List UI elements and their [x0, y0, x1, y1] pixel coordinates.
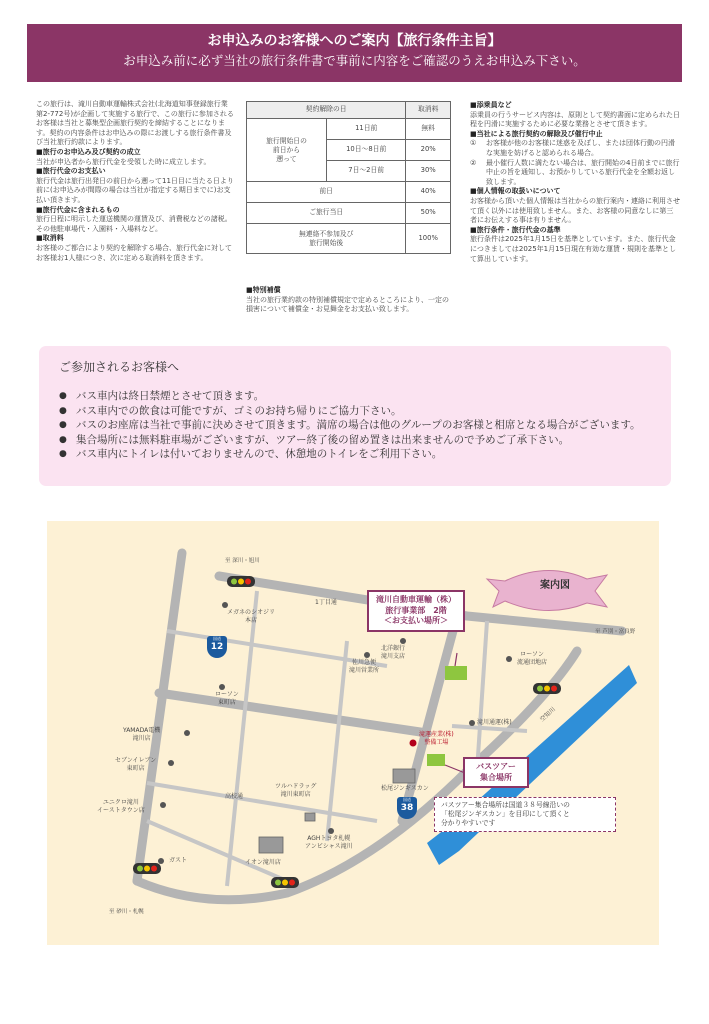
section-heading: ■特別補償	[246, 286, 281, 294]
table-cell: ご旅行当日	[247, 203, 406, 224]
section-heading: ■旅行代金のお支払い	[36, 167, 106, 176]
place-label: 滝運産業(株) 整備工場	[419, 731, 454, 746]
meeting-point-note: バスツアー集合場所は国道３８号線沿いの 「松尾ジンギスカン」を目印にして頂くと 分かりやすいです	[434, 797, 616, 832]
bullet-icon: ●	[59, 449, 67, 459]
table-cell: 50%	[406, 203, 451, 224]
section-heading: ■個人情報の取扱いについて	[470, 187, 561, 196]
section-text: 添乗員の行うサービス内容は、原則として契約書面に定められた日程を円滑に実施するために必要な業務とさせて頂きます。	[470, 110, 680, 129]
special-compensation	[246, 286, 451, 315]
section-text: 旅行日程に明示した運送機関の運賃及び、消費税などの諸税。その他駐車場代・入園料・入場料など。	[36, 215, 232, 233]
traffic-light-icon	[533, 683, 561, 694]
place-label: AGHトヨタ札幌 アンビシャス滝川	[305, 835, 353, 850]
road-label: 1丁目通	[315, 599, 337, 606]
notice-list	[59, 389, 659, 462]
meeting-point-building	[427, 754, 445, 766]
bullet-icon: ●	[59, 391, 67, 401]
table-row	[247, 119, 451, 140]
road-koryo	[159, 693, 427, 733]
terms-right-column	[470, 101, 680, 264]
bullet-icon: ●	[59, 420, 67, 430]
traffic-light-icon	[133, 863, 161, 874]
list-text: お客様が他のお客様に迷惑を及ぼし、または団体行動の円滑な実施を妨げると認められる場合。	[486, 139, 675, 157]
place-label: 佐川急便 滝川営業所	[349, 659, 380, 674]
section-text: 旅行条件は2025年1月15日を基準としています。また、旅行代金につきましては2025年1月15日現在有効な運賃・規則を基準として算出しています。	[470, 235, 677, 263]
page-title: お申込みのお客様へのご案内【旅行条件主旨】	[207, 33, 502, 49]
table-row	[247, 203, 451, 224]
table-cell: 11日前	[327, 119, 406, 140]
destination-north: 至 深川・旭川	[225, 558, 260, 564]
table-cell: 無連絡不参加及び 旅行開始後	[247, 224, 406, 254]
list-item	[59, 404, 659, 418]
place-label: ガスト	[169, 857, 188, 864]
seven-dot-icon	[168, 760, 174, 766]
participants-notice-panel	[39, 346, 671, 486]
meeting-point-callout: バスツアー 集合場所	[463, 757, 529, 788]
place-label: YAMADA電機 滝川店	[123, 727, 161, 742]
kohatsu-dot-icon	[410, 740, 417, 747]
destination-south: 至 砂川・札幌	[109, 909, 144, 915]
place-label: ローソン 流通団地店	[517, 651, 548, 666]
gust-dot-icon	[158, 858, 164, 864]
uniqlo-dot-icon	[160, 802, 166, 808]
lawson-ryutsu-dot-icon	[506, 656, 512, 662]
destination-east: 至 芦別・富良野	[595, 629, 636, 635]
list-text: 集合場所には無料駐車場がございますが、ツアー終了後の留め置きは出来ませんので予めご了承下さい。	[76, 433, 570, 446]
traffic-light-icon	[227, 576, 255, 587]
list-item	[59, 433, 659, 447]
table-cell: 100%	[406, 224, 451, 254]
list-text: バス車内での飲食は可能ですが、ゴミのお持ち帰りにご協力下さい。	[76, 404, 402, 417]
yamada-dot-icon	[184, 730, 190, 736]
route-12-badge: 国道 12	[207, 636, 227, 658]
panel-title: ご参加されるお客様へ	[59, 360, 180, 374]
table-cell: 10日〜8日前	[327, 140, 406, 161]
table-header: 契約解除の日	[247, 102, 406, 119]
section-heading: ■取消料	[36, 234, 64, 243]
header-banner	[27, 24, 682, 82]
tsuruha-building-icon	[305, 813, 315, 821]
matsuo-building-icon	[393, 769, 415, 783]
place-label: ユニクロ滝川 イーストタウン店	[97, 799, 145, 814]
section-heading: ■旅行代金に含まれるもの	[36, 205, 120, 214]
bullet-icon: ●	[59, 405, 67, 416]
list-number: ②	[470, 158, 477, 167]
section-heading: ■旅行条件・旅行代金の基準	[470, 225, 561, 234]
traffic-light-icon	[271, 877, 299, 888]
sagawa-dot-icon	[364, 652, 370, 658]
list-item	[59, 418, 659, 432]
place-label: ローソン 東町店	[215, 691, 239, 706]
list-number: ①	[470, 139, 477, 148]
route-38-badge: 国道 38	[397, 797, 417, 819]
river-shape	[427, 665, 637, 865]
place-label: 松尾ジンギスカン	[381, 785, 429, 792]
table-header: 取消料	[406, 102, 451, 119]
list-item	[59, 389, 659, 403]
table-cell: 無料	[406, 119, 451, 140]
list-text: バス車内にトイレは付いておりませんので、休憩地のトイレをご利用下さい。	[76, 448, 443, 460]
payment-office-callout: 滝川自動車運輸（株） 旅行事業部 2階 ＜お支払い場所＞	[367, 590, 465, 632]
place-label: ツルハドラッグ 滝川東町店	[275, 783, 317, 798]
terms-left-column	[36, 100, 234, 263]
section-heading: ■旅行のお申込み及び契約の成立	[36, 147, 141, 156]
list-text: バス車内は終日禁煙とさせて頂きます。	[76, 390, 265, 402]
table-cell: 前日	[247, 182, 406, 203]
list-item	[59, 447, 659, 461]
place-label: セブンイレブン 東町店	[115, 757, 157, 772]
table-cell: 40%	[406, 182, 451, 203]
section-heading: ■添乗員など	[470, 101, 512, 109]
agh-dot-icon	[328, 828, 334, 834]
table-cell: 20%	[406, 140, 451, 161]
office-building	[445, 666, 467, 680]
section-text: 当社の旅行業約款の特別補償規定で定めるところにより、一定の損害について補償金・お見舞金をお支払い致します。	[246, 295, 449, 314]
road-label: 高校通	[225, 793, 244, 800]
list-item	[470, 139, 680, 158]
place-label: 北洋銀行 滝川支店	[381, 645, 406, 660]
section-text: お客様から頂いた個人情報は当社からの旅行案内・連絡に利用させて頂く以外には使用致しません。また、お客様の同意なしに第三者にお伝えする事は有りません。	[470, 196, 680, 225]
bullet-icon: ●	[59, 434, 67, 445]
lawson-east-dot-icon	[219, 684, 225, 690]
list-text: バスのお座席は当社で事前に決めさせて頂きます。満席の場合は他のグループのお客様と相席となる場合がございます。	[76, 419, 641, 431]
table-cell: 7日〜2日前	[327, 161, 406, 182]
table-cell: 旅行開始日の 前日から 遡って	[247, 119, 327, 182]
table-row	[247, 182, 451, 203]
aeon-building-icon	[259, 837, 283, 853]
page-subtitle: お申込み前に必ず当社の旅行条件書で事前に内容をご確認のうえお申込み下さい。	[123, 53, 586, 68]
section-heading: ■当社による旅行契約の解除及び催行中止	[470, 129, 603, 138]
table-cell: 30%	[406, 161, 451, 182]
megane-dot-icon	[222, 602, 228, 608]
section-text: お客様のご都合により契約を解除する場合、旅行代金に対してお客様お1人様につき、次に定める取消料を頂きます。	[36, 243, 232, 262]
section-text: 旅行代金は旅行出発日の前日から遡って11日目に当たる日より前に(お申込みが間際の場合は当社が指定する期日までに)お支払い頂きます。	[36, 176, 234, 204]
cancellation-fee-table	[246, 101, 451, 254]
access-map	[47, 521, 659, 945]
river-label: 空知川	[538, 705, 557, 724]
place-label: メガネのシオジリ 本店	[227, 609, 276, 624]
section-text: 当社が申込者から旅行代金を受領した時に成立します。	[36, 157, 211, 166]
list-text: 最小催行人数に満たない場合は、旅行開始の4日前までに旅行中止の旨を通知し、お預かりしている旅行代金を全額お返し致します。	[486, 158, 680, 186]
list-item	[470, 159, 680, 188]
place-label: 滝川通運(株)	[477, 719, 512, 726]
hokuyo-dot-icon	[400, 638, 406, 644]
terms-mid-column	[246, 101, 451, 315]
place-label: イオン滝川店	[245, 859, 281, 866]
table-row	[247, 224, 451, 254]
tsuun-dot-icon	[469, 720, 475, 726]
intro-text: この旅行は、滝川自動車運輸株式会社(北海道知事登録旅行業第2-772号)が企画して実施する旅行で、この旅行に参加されるお客様は当社と募集型企画旅行契約を締結することになります。契約の内容条件はお申込みの際にお渡しする旅行条件書及び当社旅行約款によります。	[36, 100, 234, 147]
map-ribbon-title: 案内図	[540, 580, 570, 591]
